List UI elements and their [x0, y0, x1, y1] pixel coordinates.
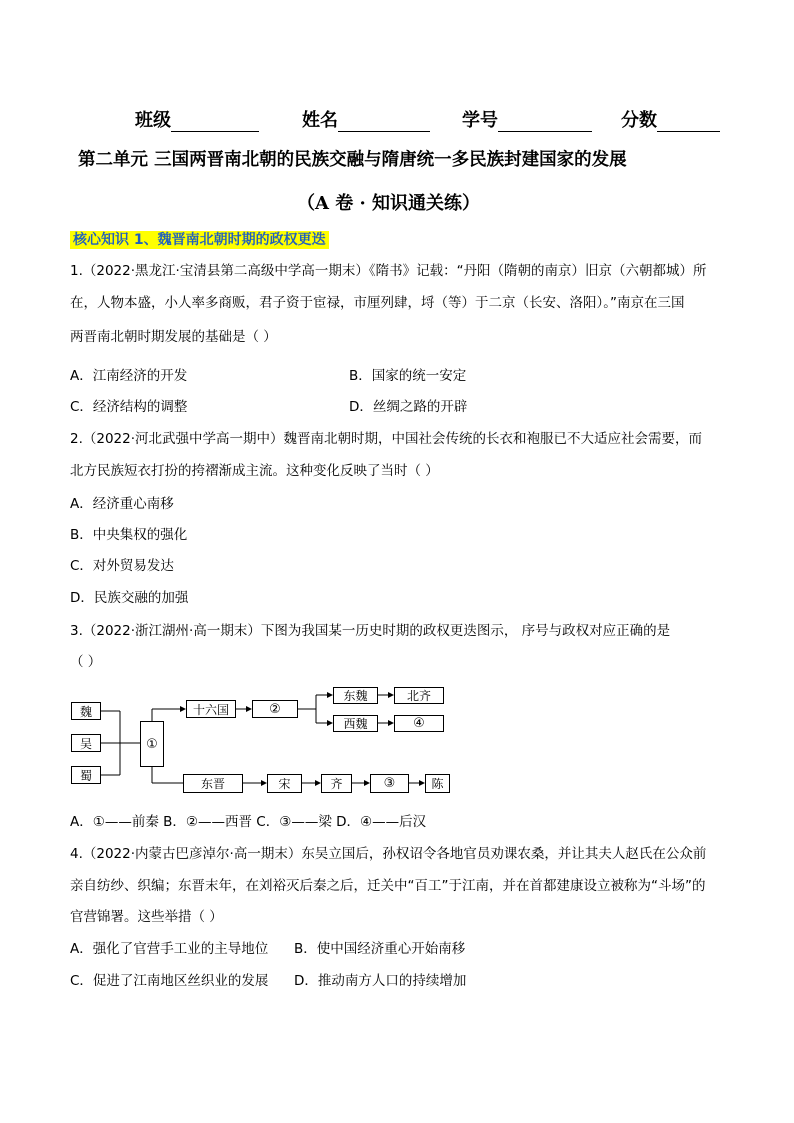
diagram-node-eastern-wei: 东魏: [333, 687, 378, 704]
question-3-line-2: （ ）: [70, 654, 102, 670]
question-2-option-b[interactable]: B．中央集权的强化: [70, 527, 188, 543]
question-4-option-b[interactable]: B．使中国经济重心开始南移: [294, 941, 466, 957]
name-label: 姓名: [302, 110, 338, 131]
diagram-node-wu: 吴: [71, 734, 101, 752]
question-1-option-c[interactable]: C．经济结构的调整: [70, 399, 188, 415]
diagram-node-wei: 魏: [71, 702, 101, 720]
question-2-option-a[interactable]: A．经济重心南移: [70, 496, 174, 512]
diagram-node-qi: 齐: [321, 774, 352, 793]
score-label: 分数: [621, 110, 657, 131]
diagram-node-northern-qi: 北齐: [394, 687, 444, 704]
diagram-node-song: 宋: [267, 774, 302, 793]
diagram-node-shu: 蜀: [71, 766, 101, 784]
question-4-option-d[interactable]: D．推动南方人口的持续增加: [294, 973, 467, 989]
diagram-node-1: ①: [140, 721, 164, 767]
page-subtitle: （A 卷 · 知识通关练）: [297, 193, 481, 214]
question-1-line-3: 两晋南北朝时期发展的基础是（ ）: [70, 329, 277, 345]
question-4-option-c[interactable]: C．促进了江南地区丝织业的发展: [70, 973, 269, 989]
question-1-line-1: 1.（2022·黑龙江·宝清县第二高级中学高一期末）《隋书》记载：“丹阳（隋朝的南京）旧京（六朝都城）所: [70, 263, 707, 279]
class-label: 班级: [135, 110, 171, 131]
student-id-label: 学号: [462, 110, 498, 131]
question-3-options[interactable]: A．①——前秦 B．②——西晋 C．③——梁 D．④——后汉: [70, 814, 427, 830]
question-4-option-a[interactable]: A．强化了官营手工业的主导地位: [70, 941, 269, 957]
diagram-node-4: ④: [394, 715, 444, 732]
question-4-line-2: 亲自纺纱、织编；东晋末年，在刘裕灭后秦之后，迁关中“百工”于江南，并在首都建康设立被称为“斗场”的: [70, 878, 706, 894]
diagram-node-chen: 陈: [425, 774, 450, 793]
question-2-line-2: 北方民族短衣打扮的挎褶渐成主流。这种变化反映了当时（ ）: [70, 463, 439, 479]
question-2-option-d[interactable]: D．民族交融的加强: [70, 590, 189, 606]
diagram-node-sixteen-kingdoms: 十六国: [186, 700, 236, 718]
question-1-option-a[interactable]: A．江南经济的开发: [70, 368, 188, 384]
page-title: 第二单元 三国两晋南北朝的民族交融与隋唐统一多民族封建国家的发展: [78, 150, 627, 170]
question-1-option-d[interactable]: D．丝绸之路的开辟: [349, 399, 468, 415]
section-heading-label: 核心知识 1、魏晋南北朝时期的政权更迭: [70, 231, 329, 249]
question-1-line-2: 在，人物本盛，小人率多商贩，君子资于宦禄，市厘列肆，埒（等）于二京（长安、洛阳）。”南京在三国: [70, 295, 685, 311]
question-3-line-1: 3.（2022·浙江湖州·高一期末）下图为我国某一历史时期的政权更迭图示， 序号与政权对应正确的是: [70, 623, 671, 639]
question-4-line-3: 官营锦署。这些举措（ ）: [70, 909, 223, 925]
diagram-node-3: ③: [370, 774, 409, 793]
question-4-line-1: 4.（2022·内蒙古巴彦淖尔·高一期末）东吴立国后，孙权诏令各地官员劝课农桑，并让其夫人赵氏在公众前: [70, 846, 707, 862]
diagram-node-western-wei: 西魏: [333, 715, 378, 732]
question-2-line-1: 2.（2022·河北武强中学高一期中）魏晋南北朝时期，中国社会传统的长衣和袍服已不大适应社会需要，而: [70, 431, 703, 447]
question-1-option-b[interactable]: B．国家的统一安定: [349, 368, 467, 384]
diagram-node-2: ②: [252, 700, 298, 718]
question-2-option-c[interactable]: C．对外贸易发达: [70, 558, 174, 574]
diagram-node-eastern-jin: 东晋: [183, 774, 243, 793]
